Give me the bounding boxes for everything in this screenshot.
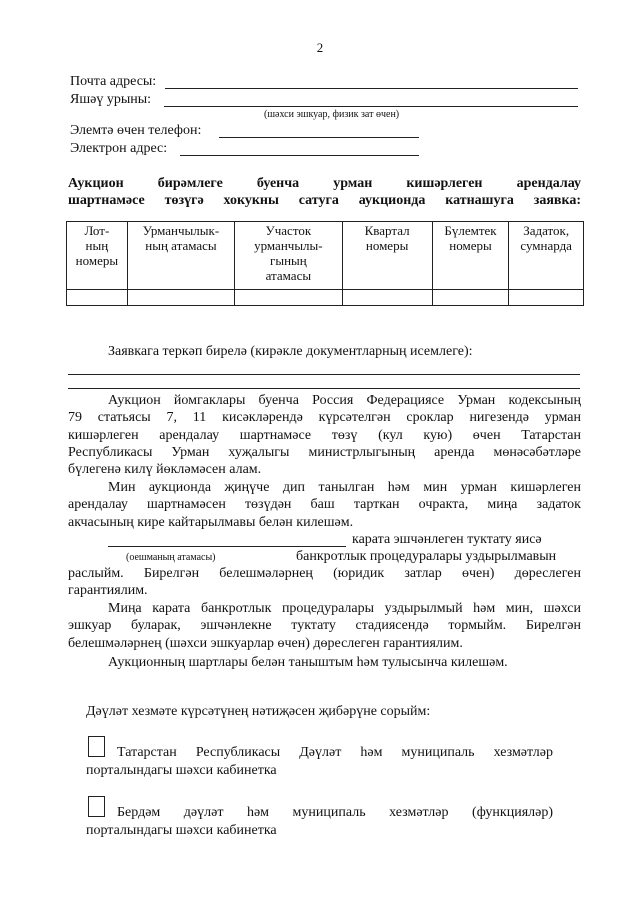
- header-section-number: Бүлемтек номеры: [432, 222, 509, 290]
- table-header-row: [67, 222, 584, 290]
- text-line: порталындагы шәхси кабинетка: [86, 763, 277, 778]
- residence-field[interactable]: [164, 106, 578, 107]
- delivery-request-label: Дәүләт хезмәте күрсәтүнең нәтиҗәсен җибәрүне сорыйм:: [86, 704, 431, 719]
- table-row: [67, 290, 584, 306]
- table-cell[interactable]: [509, 290, 584, 306]
- text-line: Мин аукционда җиңүче дип танылган һәм мин урман кишәрлеген: [108, 480, 581, 495]
- table-cell[interactable]: [127, 290, 234, 306]
- option-checkbox-tatarstan-portal[interactable]: [88, 736, 105, 757]
- header-forestry-name: Урманчылык- ның атамасы: [127, 222, 234, 290]
- table-cell[interactable]: [342, 290, 432, 306]
- application-title: [68, 175, 581, 209]
- text-line: Миңа карата банкротлык процедуралары уздырылмый һәм мин, шәхси: [108, 601, 581, 616]
- text-line: порталындагы шәхси кабинетка: [86, 823, 277, 838]
- header-quarter-number: Квартал номеры: [342, 222, 432, 290]
- postal-address-field[interactable]: [165, 88, 578, 89]
- phone-label: Элемтә өчен телефон:: [70, 123, 202, 138]
- text-line: гарантиялим.: [68, 583, 148, 599]
- text-line: карата эшчәнлеген туктату яисә: [352, 532, 542, 547]
- page-number: 2: [316, 40, 324, 55]
- paragraph-agreement: Аукционның шартлары белән таныштым һәм тулысынча килешәм.: [108, 655, 508, 670]
- residence-note: (шәхси эшкуар, физик зат өчен): [264, 109, 400, 120]
- title-line: шартнамәсе төзүгә хокукны сатуга аукционда катнашуга заявка:: [68, 193, 581, 208]
- title-line: Аукцион бирәмлеге буенча урман кишәрлеген арендалау: [68, 176, 581, 191]
- postal-address-label: Почта адресы:: [70, 74, 157, 89]
- option-label-federal-portal: [117, 804, 553, 821]
- text-line: кишәрлеген арендалау шартнамәсе төзү (кул кую) өчен Татарстан: [68, 427, 581, 443]
- phone-field[interactable]: [219, 137, 419, 138]
- email-label: Электрон адрес:: [70, 141, 168, 156]
- attachments-label: Заявкага теркәп бирелә (кирәкле документларның исемлеге):: [108, 344, 473, 359]
- organization-name-field[interactable]: [108, 546, 346, 547]
- text-line: Аукцион йомгаклары буенча Россия Федерациясе Урман кодексының: [108, 393, 581, 408]
- option-label-tatarstan-portal: [117, 744, 553, 761]
- table-cell[interactable]: [235, 290, 342, 306]
- text-line: Республикасы Урман хуҗалыгы министрлыгының аренда мөнәсәбәтләре: [68, 444, 581, 460]
- text-line: Татарстан Республикасы Дәүләт һәм муниципаль хезмәтләр: [117, 745, 553, 760]
- email-field[interactable]: [180, 155, 419, 156]
- lots-table: [66, 221, 584, 306]
- text-line: акчасының кире кайтарылмавы белән килешәм.: [68, 514, 354, 530]
- text-line: бүлегенә килү йөкләмәсен алам.: [68, 462, 262, 478]
- text-line: 79 статьясы 7, 11 кисәкләрендә күрсәтелгән сроклар нигезендә урман: [68, 410, 581, 426]
- paragraph-no-bankruptcy-entrepreneur: [68, 600, 581, 652]
- table-cell[interactable]: [432, 290, 509, 306]
- residence-label: Яшәү урыны:: [70, 92, 152, 107]
- option-checkbox-federal-portal[interactable]: [88, 796, 105, 817]
- header-lot-number: Лот- ның номеры: [67, 222, 128, 290]
- header-deposit: Задаток, сумнарда: [509, 222, 584, 290]
- organization-name-note: (оешманың атамасы): [126, 552, 216, 563]
- attachments-line[interactable]: [68, 388, 580, 389]
- text-line: раслыйм. Бирелгән белешмәләрнең (юридик затлар өчен) дөреслеген: [68, 566, 581, 581]
- text-line: белешмәләрнең (шәхси эшкуарлар өчен) дөреслеген гарантиялим.: [68, 635, 463, 651]
- table-cell[interactable]: [67, 290, 128, 306]
- paragraph-lease-obligation: [68, 392, 581, 478]
- header-plot-name: Участок урманчылы- гының атамасы: [235, 222, 342, 290]
- text-line: арендалау шартнамәсен төзүдән баш тарткан очракта, миңа задаток: [68, 497, 581, 513]
- paragraph-deposit-consent: [68, 479, 581, 531]
- text-line: банкротлык процедуралары уздырылмавын: [296, 549, 557, 564]
- attachments-line[interactable]: [68, 374, 580, 375]
- text-line: эшкуар буларак, эшчәнлекне туктату стадиясендә тормыйм. Бирелгән: [68, 618, 581, 634]
- text-line: Бердәм дәүләт һәм муниципаль хезмәтләр (функцияләр): [117, 805, 553, 820]
- paragraph-no-bankruptcy-org: [68, 565, 581, 600]
